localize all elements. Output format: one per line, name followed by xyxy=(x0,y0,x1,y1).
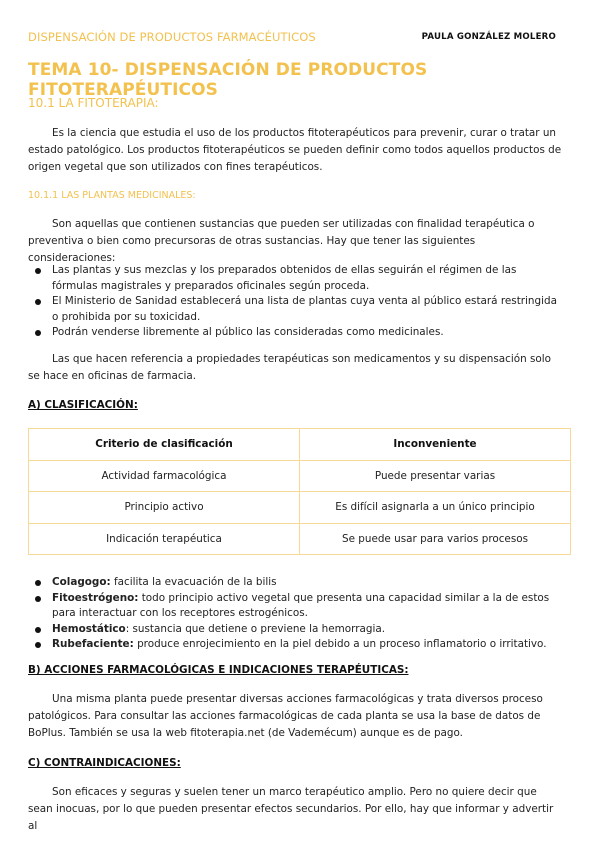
table-row xyxy=(29,460,571,492)
table-cell: Es difícil asignarla a un único principio xyxy=(300,492,571,524)
paragraph-dispensacion: Las que hacen referencia a propiedades terapéuticas son medicamentos y su dispensación solo se hace en oficinas de farmacia. xyxy=(28,353,551,382)
list-item xyxy=(28,637,562,653)
list-item-text: Podrán venderse libremente al público las consideradas como medicinales. xyxy=(52,326,444,339)
list-item xyxy=(28,263,562,294)
paragraph-fitoterapia: Es la ciencia que estudia el uso de los productos fitoterapéuticos para prevenir, curar o tratar un estado patológico. Los productos fitoterapéuticos se pueden definir como todos aquellos productos de origen vegetal que son utilizados con fines terapéuticos. xyxy=(28,127,562,173)
definitions-list xyxy=(28,575,562,653)
definition-text: facilita la evacuación de la bilis xyxy=(110,576,277,588)
definition-term: Colagogo: xyxy=(52,576,111,588)
definition-text: todo principio activo vegetal que presenta una capacidad similar a la de estos para interactuar con los receptores estrogénicos. xyxy=(52,591,550,620)
considerations-list xyxy=(28,263,562,341)
table-row xyxy=(29,492,571,524)
bullet-icon xyxy=(35,299,41,305)
table-cell: Principio activo xyxy=(29,492,300,524)
classification-table xyxy=(28,428,571,555)
list-item xyxy=(28,294,562,325)
bullet-icon xyxy=(35,268,41,274)
section-heading-acciones: B) ACCIONES FARMACOLÓGICAS E INDICACIONES TERAPÉUTICAS: xyxy=(28,664,409,676)
table-header-row xyxy=(29,429,571,461)
section-heading-contraindicaciones: C) CONTRAINDICACIONES: xyxy=(28,757,181,769)
page-title: TEMA 10- DISPENSACIÓN DE PRODUCTOS FITOTERAPÉUTICOS xyxy=(28,60,428,100)
table-cell: Actividad farmacológica xyxy=(29,460,300,492)
section-heading-clasificacion: A) CLASIFICACIÓN: xyxy=(28,399,138,411)
table-header-cell: Inconveniente xyxy=(300,429,571,461)
section-heading-fitoterapia: 10.1 LA FITOTERAPIA: xyxy=(28,96,159,110)
list-item-text: Las plantas y sus mezclas y los preparados obtenidos de ellas seguirán el régimen de las fórmulas magistrales y preparados oficinales según proceda. xyxy=(52,264,517,292)
definition-text: : sustancia que detiene o previene la hemorragia. xyxy=(125,622,386,635)
table-header-cell: Criterio de clasificación xyxy=(29,429,300,461)
list-item xyxy=(28,622,562,638)
bullet-icon xyxy=(35,580,41,586)
bullet-icon xyxy=(35,642,41,648)
paragraph-contraindicaciones: Son eficaces y seguras y suelen tener un marco terapéutico amplio. Pero no quiere decir que sean inocuas, por lo que pueden presentar efectos secundarios. Por ello, hay que informar y advertir al xyxy=(28,786,554,832)
table-cell: Puede presentar varias xyxy=(300,460,571,492)
paragraph-plantas: Son aquellas que contienen sustancias que pueden ser utilizadas con finalidad terapéutica o preventiva o bien como precursoras de otras sustancias. Hay que tener las siguientes consideraciones: xyxy=(28,218,535,264)
paragraph-acciones: Una misma planta puede presentar diversas acciones farmacológicas y trata diversos proceso patológicos. Para consultar las acciones farmacológicas de cada planta se usa la base de datos de BoPlus. También se usa la web fitoterapia.net (de Vademécum) aunque es de pago. xyxy=(28,693,543,739)
list-item-text: El Ministerio de Sanidad establecerá una lista de plantas cuya venta al público estará restringida o prohibida por su toxicidad. xyxy=(52,295,557,323)
list-item xyxy=(28,325,562,341)
definition-term: Rubefaciente: xyxy=(52,638,134,651)
bullet-icon xyxy=(35,627,41,633)
definition-term: Fitoestrógeno: xyxy=(52,591,139,604)
definition-term: Hemostático xyxy=(52,622,126,635)
table-cell: Indicación terapéutica xyxy=(29,523,300,555)
table-cell: Se puede usar para varios procesos xyxy=(300,523,571,555)
header-author: PAULA GONZÁLEZ MOLERO xyxy=(421,32,556,42)
subsection-heading-plantas: 10.1.1 LAS PLANTAS MEDICINALES: xyxy=(28,190,196,201)
table-row xyxy=(29,523,571,555)
header-subject: DISPENSACIÓN DE PRODUCTOS FARMACÉUTICOS xyxy=(28,30,316,44)
bullet-icon xyxy=(35,596,41,602)
list-item xyxy=(28,575,562,591)
definition-text: produce enrojecimiento en la piel debido a un proceso inflamatorio o irritativo. xyxy=(133,638,547,651)
list-item xyxy=(28,591,562,622)
bullet-icon xyxy=(35,330,41,336)
